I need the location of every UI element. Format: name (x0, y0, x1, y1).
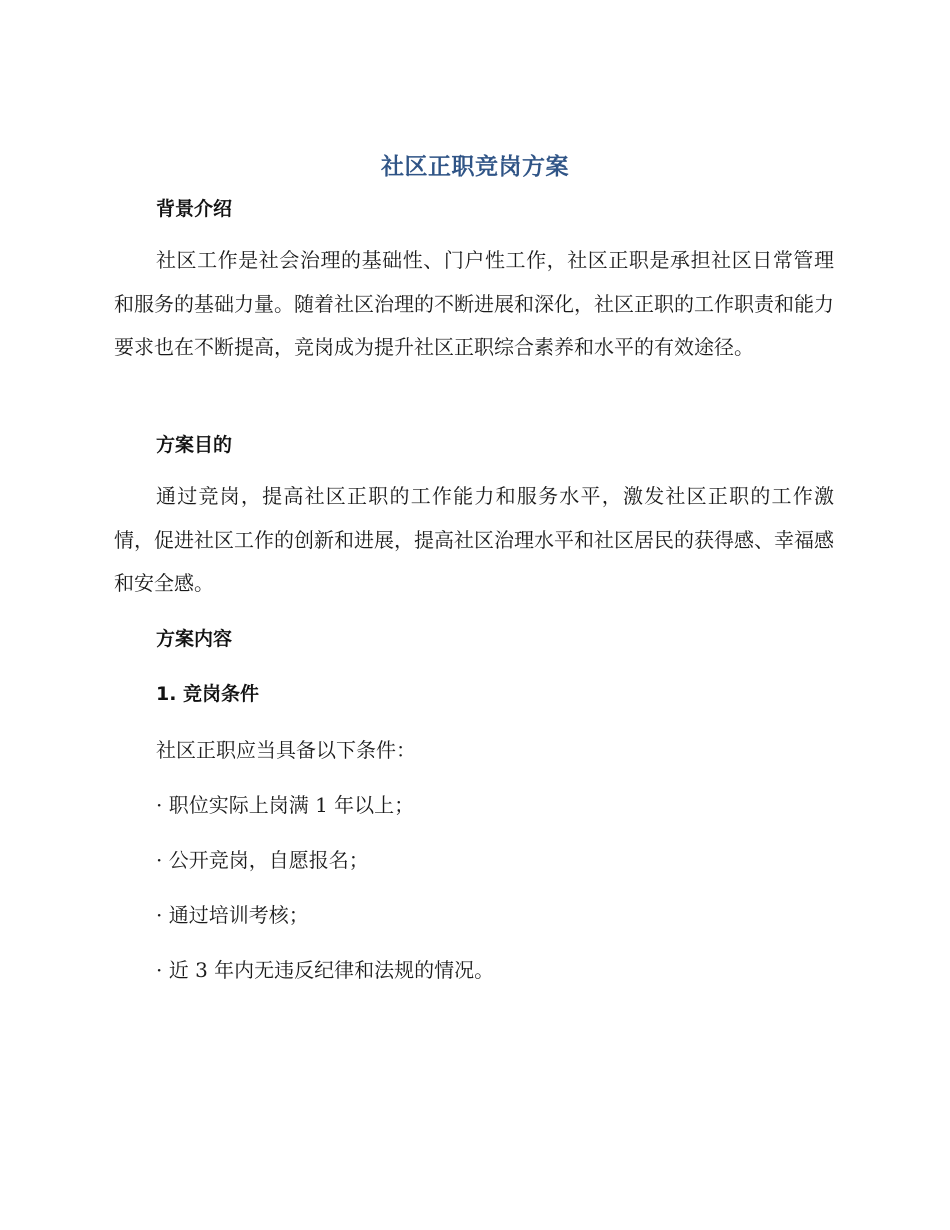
paragraph-background: 社区工作是社会治理的基础性、门户性工作，社区正职是承担社区日常管理和服务的基础力量。随着社区治理的不断进展和深化，社区正职的工作职责和能力要求也在不断提高，竞岗成为提升社区正职综合素养和水平的有效途径。 (114, 248, 834, 359)
section-heading-content: 方案内容 (156, 628, 233, 650)
document-title: 社区正职竞岗方案 (381, 154, 569, 180)
list-item: · 职位实际上岗满 1 年以上； (156, 793, 415, 817)
section-heading-background: 背景介绍 (156, 198, 233, 220)
section-heading-purpose: 方案目的 (156, 434, 233, 456)
list-item: · 公开竞岗，自愿报名； (156, 848, 369, 872)
subheading-conditions: 1. 竞岗条件 (156, 683, 260, 705)
paragraph-purpose: 通过竞岗，提高社区正职的工作能力和服务水平，激发社区正职的工作激情，促进社区工作的创新和进展，提高社区治理水平和社区居民的获得感、幸福感和安全感。 (114, 484, 834, 595)
conditions-intro: 社区正职应当具备以下条件： (156, 738, 416, 762)
list-item: · 近 3 年内无违反纪律和法规的情况。 (156, 958, 495, 982)
list-item: · 通过培训考核； (156, 903, 309, 927)
